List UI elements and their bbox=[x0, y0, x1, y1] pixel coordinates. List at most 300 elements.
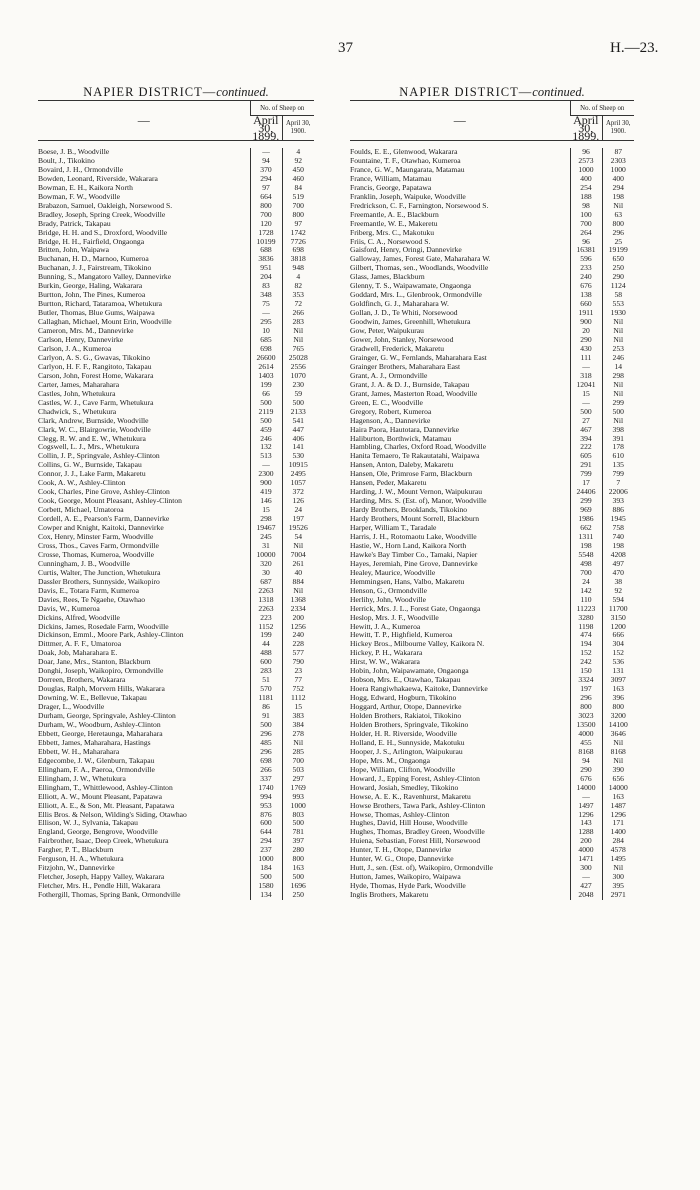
sheep-1899-cell: 291 bbox=[570, 461, 602, 470]
sheep-1900-cell: 163 bbox=[602, 793, 634, 802]
table-row bbox=[38, 381, 314, 390]
table-row bbox=[350, 372, 634, 381]
table-row bbox=[38, 891, 314, 900]
table-row bbox=[38, 649, 314, 658]
sheep-1900-cell: 1495 bbox=[602, 855, 634, 864]
table-row bbox=[38, 766, 314, 775]
sheep-1900-cell: 38 bbox=[602, 578, 634, 587]
sheep-1900-cell: 450 bbox=[282, 166, 314, 175]
sheep-1899-cell: 146 bbox=[250, 497, 282, 506]
sheep-1899-cell: 2263 bbox=[250, 605, 282, 614]
owner-name-cell: Freemantle, A. E., Blackburn bbox=[350, 210, 439, 219]
sheep-1899-cell: 194 bbox=[570, 640, 602, 649]
sheep-1900-cell: 25 bbox=[602, 238, 634, 247]
page-reference: H.—23. bbox=[610, 40, 659, 56]
sheep-1900-cell: 72 bbox=[282, 300, 314, 309]
table-row bbox=[350, 220, 634, 229]
table-row bbox=[350, 363, 634, 372]
sheep-1900-cell: 397 bbox=[282, 837, 314, 846]
sheep-1900-cell: 290 bbox=[602, 273, 634, 282]
table-row bbox=[350, 596, 634, 605]
sheep-1899-cell: 242 bbox=[570, 658, 602, 667]
sheep-1900-cell: 1070 bbox=[282, 372, 314, 381]
sheep-1900-cell: 198 bbox=[602, 193, 634, 202]
owner-name-cell: Henson, G., Ormondville bbox=[350, 586, 427, 595]
table-row bbox=[38, 828, 314, 837]
sheep-1899-cell: 150 bbox=[570, 667, 602, 676]
sheep-1899-cell: 1288 bbox=[570, 828, 602, 837]
sheep-1900-cell: 758 bbox=[602, 524, 634, 533]
sheep-1899-cell: 644 bbox=[250, 828, 282, 837]
owner-name-cell: Edgecombe, J. W., Glenburn, Takapau bbox=[38, 756, 155, 765]
sheep-1899-cell: 2119 bbox=[250, 408, 282, 417]
sheep-1900-cell: Nil bbox=[282, 327, 314, 336]
table-row bbox=[350, 640, 634, 649]
sheep-1900-cell: 253 bbox=[602, 345, 634, 354]
sheep-1900-cell: 1000 bbox=[602, 166, 634, 175]
owner-name-cell: Hansen, Peder, Makaretu bbox=[350, 479, 427, 488]
sheep-1900-cell: 296 bbox=[602, 229, 634, 238]
owner-name-cell: Dorreen, Brothers, Wakarara bbox=[38, 676, 126, 685]
sheep-1900-cell: 4208 bbox=[602, 551, 634, 560]
table-row bbox=[38, 721, 314, 730]
sheep-1899-cell: 700 bbox=[570, 569, 602, 578]
owner-name-cell: Durham, George, Springvale, Ashley-Clinton bbox=[38, 712, 176, 721]
sheep-1899-cell: 143 bbox=[570, 819, 602, 828]
sheep-1900-cell: 228 bbox=[282, 640, 314, 649]
sheep-1899-cell: 1497 bbox=[570, 802, 602, 811]
sheep-1899-cell: 8168 bbox=[570, 748, 602, 757]
sheep-1900-cell: Nil bbox=[282, 542, 314, 551]
sheep-1899-cell: 485 bbox=[250, 739, 282, 748]
sheep-1899-cell: — bbox=[570, 793, 602, 802]
owner-name-cell: Hoggard, Arthur, Otope, Dannevirke bbox=[350, 703, 462, 712]
sheep-1899-cell: 1580 bbox=[250, 882, 282, 891]
sheep-1900-cell: 82 bbox=[282, 282, 314, 291]
sheep-1900-cell: 4 bbox=[282, 148, 314, 157]
sheep-1900-cell: 390 bbox=[602, 766, 634, 775]
sheep-1900-cell: 23 bbox=[282, 667, 314, 676]
sheep-1900-cell: 40 bbox=[282, 569, 314, 578]
sheep-1899-cell: 94 bbox=[570, 757, 602, 766]
table-row bbox=[38, 273, 314, 282]
sheep-1899-cell: 294 bbox=[250, 837, 282, 846]
sheep-1899-cell: 337 bbox=[250, 775, 282, 784]
table-row bbox=[350, 649, 634, 658]
left-section-title: NAPIER DISTRICT—continued. bbox=[83, 85, 269, 99]
sheep-1900-cell: 1112 bbox=[282, 694, 314, 703]
table-row bbox=[38, 300, 314, 309]
sheep-1899-cell: 152 bbox=[570, 649, 602, 658]
owner-name-cell: Harding, J. W., Mount Vernon, Waipukurau bbox=[350, 488, 482, 497]
sheep-1900-cell: 280 bbox=[282, 846, 314, 855]
sheep-1900-cell: Nil bbox=[602, 327, 634, 336]
sheep-1899-cell: 110 bbox=[570, 596, 602, 605]
sheep-1899-cell: 111 bbox=[570, 354, 602, 363]
owner-name-cell: Hunter, W. G., Otope, Dannevirke bbox=[350, 855, 454, 864]
owner-name-cell: Hansen, Ole, Primrose Farm, Blackburn bbox=[350, 470, 473, 479]
owner-name-cell: Hooper, J. S., Arlington, Waipukurau bbox=[350, 747, 463, 756]
table-row bbox=[38, 372, 314, 381]
sheep-1899-cell: 2573 bbox=[570, 157, 602, 166]
table-row bbox=[350, 399, 634, 408]
sheep-1899-cell: 240 bbox=[570, 273, 602, 282]
owner-name-cell: Hickey Bros., Milbourne Valley, Kaikora N. bbox=[350, 640, 485, 649]
owner-name-cell: Chadwick, S., Whetukura bbox=[38, 407, 117, 416]
sheep-1899-cell: 245 bbox=[250, 533, 282, 542]
sheep-1900-cell: 781 bbox=[282, 828, 314, 837]
sheep-1899-cell: 15 bbox=[250, 506, 282, 515]
sheep-1899-cell: — bbox=[570, 399, 602, 408]
page-number: 37 bbox=[338, 40, 353, 56]
owner-name-cell: Burtton, Richard, Tataramoa, Whetukura bbox=[38, 300, 163, 309]
sheep-1899-cell: 26600 bbox=[250, 354, 282, 363]
sheep-1900-cell: 1200 bbox=[602, 623, 634, 632]
owner-name-cell: Foulds, E. E., Glenwood, Wakarara bbox=[350, 148, 458, 156]
sheep-1900-cell: 25028 bbox=[282, 354, 314, 363]
owner-name-cell: Grant, J. A. & D. J., Burnside, Takapau bbox=[350, 380, 470, 389]
sheep-1899-cell: 5548 bbox=[570, 551, 602, 560]
sheep-1900-cell: 261 bbox=[282, 560, 314, 569]
sheep-1900-cell: 1487 bbox=[602, 802, 634, 811]
owner-name-cell: Collins, G. W., Burnside, Takapau bbox=[38, 461, 142, 470]
sheep-1899-cell: 199 bbox=[250, 381, 282, 390]
sheep-1899-cell: 197 bbox=[570, 685, 602, 694]
owner-name-cell: Drager, L., Woodville bbox=[38, 703, 105, 712]
sheep-1900-cell: 230 bbox=[282, 381, 314, 390]
table-row bbox=[350, 175, 634, 184]
table-row bbox=[38, 175, 314, 184]
owner-name-cell: Britten, John, Waipawa bbox=[38, 246, 109, 255]
sheep-count-header: No. of Sheep on bbox=[250, 101, 314, 116]
table-row bbox=[350, 381, 634, 390]
right-section-title: NAPIER DISTRICT—continued. bbox=[399, 85, 585, 99]
table-row bbox=[350, 435, 634, 444]
sheep-1899-cell: 200 bbox=[570, 837, 602, 846]
sheep-1900-cell: 77 bbox=[282, 676, 314, 685]
owner-name-cell: Gower, John, Stanley, Norsewood bbox=[350, 336, 454, 345]
sheep-1900-cell: 470 bbox=[602, 569, 634, 578]
sheep-1899-cell: 600 bbox=[250, 819, 282, 828]
sheep-1900-cell: 15 bbox=[282, 703, 314, 712]
owner-name-cell: Bowman, F. W., Woodville bbox=[38, 192, 120, 201]
sheep-1899-cell: 500 bbox=[250, 873, 282, 882]
sheep-1900-cell: 1945 bbox=[602, 515, 634, 524]
table-row bbox=[350, 605, 634, 614]
table-row bbox=[38, 184, 314, 193]
table-row bbox=[38, 542, 314, 551]
sheep-1899-cell: 1000 bbox=[570, 166, 602, 175]
year-1899-header: April 30, 1899. bbox=[252, 113, 280, 143]
sheep-1900-cell: 298 bbox=[602, 372, 634, 381]
table-row bbox=[350, 246, 634, 255]
owner-name-cell: Boult, J., Tikokino bbox=[38, 156, 95, 165]
sheep-1899-cell: 290 bbox=[570, 766, 602, 775]
sheep-1900-cell: 391 bbox=[602, 435, 634, 444]
sheep-1899-cell: 596 bbox=[570, 255, 602, 264]
owner-name-cell: Howse, A. E. K., Ravenhurst, Makaretu bbox=[350, 792, 471, 801]
owner-name-cell: Gollan, J. D., Te Whiti, Norsewood bbox=[350, 309, 458, 318]
sheep-1900-cell: 497 bbox=[602, 560, 634, 569]
table-row bbox=[38, 587, 314, 596]
table-row bbox=[38, 846, 314, 855]
owner-name-cell: Hagenson, A., Dannevirke bbox=[350, 416, 431, 425]
right-column bbox=[350, 84, 634, 900]
sheep-1899-cell: 44 bbox=[250, 640, 282, 649]
sheep-1900-cell: 299 bbox=[602, 399, 634, 408]
owner-name-cell: Gregory, Robert, Kumeroa bbox=[350, 407, 432, 416]
table-row bbox=[350, 587, 634, 596]
owner-name-cell: Goldfinch, G. J., Maharahara W. bbox=[350, 300, 449, 309]
sheep-1900-cell: 2556 bbox=[282, 363, 314, 372]
sheep-1899-cell: 138 bbox=[570, 291, 602, 300]
owner-name-cell: Hutton, James, Waikopiro, Waipawa bbox=[350, 873, 461, 882]
owner-name-cell: Gow, Peter, Waipukurau bbox=[350, 327, 424, 336]
sheep-1900-cell: 1368 bbox=[282, 596, 314, 605]
sheep-1900-cell: 700 bbox=[282, 757, 314, 766]
sheep-1899-cell: 500 bbox=[250, 399, 282, 408]
owner-name-cell: Fairbrother, Isaac, Deep Creek, Whetukura bbox=[38, 837, 169, 846]
owner-name-cell: Hawke's Bay Timber Co., Tamaki, Napier bbox=[350, 550, 478, 559]
owner-name-cell: Fitzjohn, W., Dannevirke bbox=[38, 864, 115, 873]
table-row bbox=[350, 533, 634, 542]
sheep-1899-cell: 142 bbox=[570, 587, 602, 596]
table-row bbox=[350, 408, 634, 417]
sheep-1899-cell: 500 bbox=[250, 721, 282, 730]
sheep-1899-cell: 1198 bbox=[570, 623, 602, 632]
sheep-1900-cell: 610 bbox=[602, 452, 634, 461]
sheep-1900-cell: 22006 bbox=[602, 488, 634, 497]
sheep-1899-cell: 97 bbox=[250, 184, 282, 193]
table-row bbox=[350, 757, 634, 766]
sheep-1899-cell: 3324 bbox=[570, 676, 602, 685]
table-row bbox=[350, 569, 634, 578]
sheep-1899-cell: 296 bbox=[570, 694, 602, 703]
sheep-1899-cell: 994 bbox=[250, 793, 282, 802]
sheep-1899-cell: 17 bbox=[570, 479, 602, 488]
owner-name-cell: Gaisford, Henry, Oringi, Dannevirke bbox=[350, 246, 462, 255]
sheep-1900-cell: 14 bbox=[602, 363, 634, 372]
sheep-1899-cell: 98 bbox=[570, 202, 602, 211]
sheep-1899-cell: 295 bbox=[250, 318, 282, 327]
owner-name-cell: Cowper and Knight, Kaitoki, Dannevirke bbox=[38, 524, 164, 533]
sheep-1899-cell: 11223 bbox=[570, 605, 602, 614]
owner-name-cell: Bowden, Leonard, Riverside, Wakarara bbox=[38, 174, 158, 183]
owner-name-cell: Ebbett, James, Maharahara, Hastings bbox=[38, 738, 151, 747]
sheep-1899-cell: 30 bbox=[250, 569, 282, 578]
owner-name-cell: Curtis, Walter, The Junction, Whetukura bbox=[38, 568, 161, 577]
owner-name-cell: Bridge, H. H. and S., Droxford, Woodville bbox=[38, 228, 168, 237]
sheep-1900-cell: 650 bbox=[602, 255, 634, 264]
sheep-1899-cell: 12041 bbox=[570, 381, 602, 390]
sheep-1899-cell: 1000 bbox=[250, 855, 282, 864]
sheep-1900-cell: 594 bbox=[602, 596, 634, 605]
sheep-1900-cell: 541 bbox=[282, 417, 314, 426]
owner-name-cell: Gradwell, Frederick, Makaretu bbox=[350, 344, 445, 353]
owner-name-cell: Goddard, Mrs. L., Glenbrook, Ormondville bbox=[350, 291, 482, 300]
owner-name-cell: Goodwin, James, Greenhill, Whetukura bbox=[350, 318, 471, 327]
table-row bbox=[350, 766, 634, 775]
table-row bbox=[38, 157, 314, 166]
table-row bbox=[350, 614, 634, 623]
table-row bbox=[350, 524, 634, 533]
sheep-1899-cell: 500 bbox=[250, 417, 282, 426]
sheep-1900-cell: 126 bbox=[282, 497, 314, 506]
sheep-1900-cell: 790 bbox=[282, 658, 314, 667]
table-row bbox=[38, 569, 314, 578]
sheep-1900-cell: 92 bbox=[602, 587, 634, 596]
owner-name-cell: Hogg, Edward, Hogburn, Tikokino bbox=[350, 694, 457, 703]
owner-name-cell: Elliott, A. W., Mount Pleasant, Papatawa bbox=[38, 792, 163, 801]
sheep-1899-cell: 664 bbox=[250, 193, 282, 202]
year-1900-header: April 30, 1900. bbox=[282, 116, 314, 141]
owner-name-cell: Corbett, Michael, Umatoroa bbox=[38, 506, 124, 515]
sheep-1899-cell: 1296 bbox=[570, 811, 602, 820]
sheep-1900-cell: 400 bbox=[602, 175, 634, 184]
table-row bbox=[38, 640, 314, 649]
sheep-1900-cell: 198 bbox=[602, 542, 634, 551]
sheep-1900-cell: 3646 bbox=[602, 730, 634, 739]
left-column bbox=[38, 84, 314, 900]
owner-name-cell: Holder, H. R. Riverside, Woodville bbox=[350, 729, 457, 738]
left-table-header bbox=[38, 100, 314, 141]
table-row bbox=[38, 631, 314, 640]
sheep-1899-cell: — bbox=[250, 461, 282, 470]
sheep-1900-cell: 3097 bbox=[602, 676, 634, 685]
owner-name-cell: Connor, J. J., Lake Farm, Makaretu bbox=[38, 470, 146, 479]
sheep-1900-cell: 1930 bbox=[602, 309, 634, 318]
sheep-1899-cell: 96 bbox=[570, 148, 602, 157]
table-row bbox=[350, 345, 634, 354]
sheep-1900-cell: 1256 bbox=[282, 623, 314, 632]
table-row bbox=[38, 408, 314, 417]
sheep-1899-cell: 400 bbox=[570, 175, 602, 184]
table-row bbox=[38, 802, 314, 811]
sheep-1899-cell: 500 bbox=[570, 408, 602, 417]
table-row bbox=[350, 560, 634, 569]
sheep-1900-cell: 886 bbox=[602, 506, 634, 515]
table-row bbox=[350, 282, 634, 291]
sheep-1900-cell: 553 bbox=[602, 300, 634, 309]
table-row bbox=[38, 873, 314, 882]
owner-name-cell: Glass, James, Blackburn bbox=[350, 273, 425, 282]
sheep-1899-cell: 474 bbox=[570, 631, 602, 640]
sheep-1899-cell: 10199 bbox=[250, 238, 282, 247]
sheep-1899-cell: 570 bbox=[250, 685, 282, 694]
sheep-1899-cell: 600 bbox=[250, 658, 282, 667]
owner-name-cell: Hughes, David, Hill House, Woodville bbox=[350, 819, 468, 828]
sheep-1900-cell: 141 bbox=[282, 443, 314, 452]
sheep-1899-cell: 198 bbox=[570, 542, 602, 551]
owner-name-cell: Herlihy, John, Woodville bbox=[350, 595, 426, 604]
sheep-1900-cell: 1124 bbox=[602, 282, 634, 291]
table-row bbox=[38, 784, 314, 793]
sheep-1899-cell: 876 bbox=[250, 811, 282, 820]
sheep-1899-cell: 698 bbox=[250, 345, 282, 354]
sheep-1899-cell: 2614 bbox=[250, 363, 282, 372]
name-header-dash: — bbox=[137, 113, 150, 127]
sheep-1899-cell: 513 bbox=[250, 452, 282, 461]
sheep-1900-cell: Nil bbox=[602, 390, 634, 399]
sheep-1900-cell: 1057 bbox=[282, 479, 314, 488]
owner-name-cell: Buchanan, H. D., Marnoo, Kumeroa bbox=[38, 255, 149, 264]
table-row bbox=[38, 291, 314, 300]
table-row bbox=[38, 667, 314, 676]
table-row bbox=[350, 784, 634, 793]
sheep-1900-cell: 372 bbox=[282, 488, 314, 497]
sheep-1899-cell: 246 bbox=[250, 435, 282, 444]
sheep-1899-cell: 24 bbox=[570, 578, 602, 587]
sheep-1899-cell: 204 bbox=[250, 273, 282, 282]
table-row bbox=[38, 497, 314, 506]
sheep-1899-cell: 1403 bbox=[250, 372, 282, 381]
owner-name-cell: Dickinson, Emml., Moore Park, Ashley-Clinton bbox=[38, 631, 184, 640]
sheep-1900-cell: 2971 bbox=[602, 891, 634, 900]
table-row bbox=[38, 148, 314, 157]
owner-name-cell: Hickey, P. H., Wakarara bbox=[350, 649, 423, 658]
owner-name-cell: Howse, Thomas, Ashley-Clinton bbox=[350, 810, 450, 819]
table-row bbox=[38, 282, 314, 291]
table-row bbox=[350, 166, 634, 175]
sheep-1900-cell: 406 bbox=[282, 435, 314, 444]
sheep-1900-cell: 500 bbox=[282, 873, 314, 882]
table-row bbox=[350, 676, 634, 685]
sheep-1900-cell: 740 bbox=[602, 533, 634, 542]
table-row bbox=[38, 426, 314, 435]
owner-name-cell: Hoera Rangiwhakaewa, Kaitoke, Dannevirke bbox=[350, 685, 488, 694]
sheep-1900-cell: 1742 bbox=[282, 229, 314, 238]
table-row bbox=[38, 819, 314, 828]
left-table-body bbox=[38, 148, 314, 900]
sheep-1899-cell: 676 bbox=[570, 282, 602, 291]
year-1900-header: April 30, 1900. bbox=[602, 116, 634, 141]
sheep-1899-cell: 94 bbox=[250, 157, 282, 166]
sheep-1899-cell: 4000 bbox=[570, 846, 602, 855]
sheep-1900-cell: 284 bbox=[602, 837, 634, 846]
sheep-1899-cell: 318 bbox=[570, 372, 602, 381]
table-row bbox=[350, 882, 634, 891]
sheep-1899-cell: 188 bbox=[570, 193, 602, 202]
sheep-1900-cell: 266 bbox=[282, 309, 314, 318]
owner-name-cell: Hutt, J., sen. (Est. of), Waikopiro, Ormondville bbox=[350, 864, 493, 873]
table-row bbox=[350, 479, 634, 488]
sheep-1899-cell: 660 bbox=[570, 300, 602, 309]
table-row bbox=[350, 748, 634, 757]
sheep-1899-cell: 10000 bbox=[250, 551, 282, 560]
sheep-1899-cell: 800 bbox=[570, 703, 602, 712]
sheep-1900-cell: 19199 bbox=[602, 246, 634, 255]
sheep-1900-cell: 97 bbox=[282, 220, 314, 229]
owner-name-cell: Green, E. C., Woodville bbox=[350, 398, 423, 407]
sheep-1899-cell: 348 bbox=[250, 291, 282, 300]
sheep-1900-cell: 7 bbox=[602, 479, 634, 488]
owner-name-cell: Doak, Job, Maharahara E. bbox=[38, 649, 118, 658]
owner-name-cell: Ellison, W. J., Sylvania, Takapau bbox=[38, 819, 138, 828]
table-row bbox=[38, 435, 314, 444]
sheep-1899-cell: 698 bbox=[250, 757, 282, 766]
sheep-1900-cell: 8168 bbox=[602, 748, 634, 757]
table-row bbox=[350, 793, 634, 802]
owner-name-cell: Francis, George, Papatawa bbox=[350, 183, 432, 192]
sheep-1900-cell: 2334 bbox=[282, 605, 314, 614]
owner-name-cell: Ferguson, H. A., Whetukura bbox=[38, 855, 124, 864]
owner-name-cell: Cameron, Mrs. M., Dannevirke bbox=[38, 327, 134, 336]
sheep-1899-cell: 132 bbox=[250, 443, 282, 452]
table-row bbox=[38, 560, 314, 569]
owner-name-cell: Ebbett, W. H., Maharahara bbox=[38, 747, 120, 756]
owner-name-cell: Dassler Brothers, Sunnyside, Waikopiro bbox=[38, 577, 160, 586]
sheep-1899-cell: 370 bbox=[250, 166, 282, 175]
